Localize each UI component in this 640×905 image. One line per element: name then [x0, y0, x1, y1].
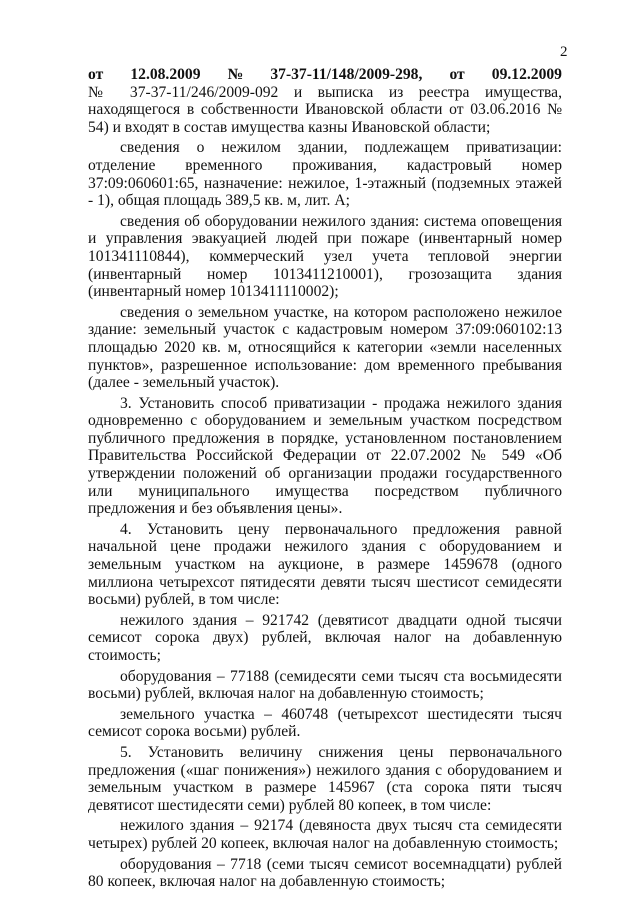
- reference-date-1: 12.08.2009: [130, 66, 201, 83]
- from-label-2: от: [449, 66, 465, 83]
- number-label: №: [227, 66, 244, 83]
- paragraph-building-info: сведения о нежилом здании, подлежащем приватизации: отделение временного проживания, кадастровый номер 37:09:060601:65, назначение: нежилое, 1-этажный (подземных этажей - 1), общая площадь 389,5 кв. м, лит. А;: [88, 139, 562, 210]
- paragraph-land-info: сведения о земельном участке, на котором расположено нежилое здание: земельный участок с кадастровым номером 37:09:060102:13 площадью 2020 кв. м, относящийся к категории «земли населенных пунктов», разрешенное использование: дом временного пребывания (далее - земельный участок).: [88, 303, 562, 392]
- paragraph-continuation: № 37-37-11/246/2009-092 и выписка из реестра имущества, находящегося в собственности Ивановской области от 03.06.2016 № 54) и входят в состав имущества казны Ивановской области;: [88, 83, 562, 136]
- reference-number-1: 37-37-11/148/2009-298,: [270, 66, 423, 83]
- paragraph-equipment-step: оборудования – 7718 (семи тысяч семисот восемнадцати) рублей 80 копеек, включая налог на добавленную стоимость;: [88, 855, 562, 891]
- reference-line: [88, 66, 562, 84]
- reference-date-2: 09.12.2009: [491, 66, 562, 83]
- from-label: от: [88, 66, 104, 83]
- paragraph-building-price: нежилого здания – 921742 (девятисот двадцати одной тысячи семисот сорока двух) рублей, включая налог на добавленную стоимость;: [88, 611, 562, 664]
- document-body: [88, 66, 562, 891]
- page-number: 2: [560, 44, 568, 60]
- paragraph-equipment-info: сведения об оборудовании нежилого здания: система оповещения и управления эвакуацией людей при пожаре (инвентарный номер 101341110844), коммерческий узел учета тепловой энергии (инвентарный номер 1013411210001), грозозащита здания (инвентарный номер 1013411110002);: [88, 212, 562, 301]
- paragraph-equipment-price: оборудования – 77188 (семидесяти семи тысяч ста восьмидесяти восьми) рублей, включая налог на добавленную стоимость;: [88, 667, 562, 703]
- paragraph-item-4: 4. Установить цену первоначального предложения равной начальной цене продажи нежилого здания с оборудованием и земельным участком на аукционе, в размере 1459678 (одного миллиона четырехсот пятидесяти девяти тысяч шестисот семидесяти восьми) рублей, в том числе:: [88, 520, 562, 609]
- paragraph-item-3: 3. Установить способ приватизации - продажа нежилого здания одновременно с оборудованием и земельным участком посредством публичного предложения в порядке, установленном постановлением Правительства Российской Федерации от 22.07.2002 № 549 «Об утверждении положений об организации продажи государственного или муниципального имущества посредством публичного предложения и без объявления цены».: [88, 394, 562, 518]
- paragraph-land-price: земельного участка – 460748 (четырехсот шестидесяти тысяч семисот сорока восьми) рублей.: [88, 705, 562, 741]
- paragraph-building-step: нежилого здания – 92174 (девяноста двух тысяч ста семидесяти четырех) рублей 20 копеек, включая налог на добавленную стоимость;: [88, 817, 562, 852]
- paragraph-item-5: 5. Установить величину снижения цены первоначального предложения («шаг понижения») нежилого здания с оборудованием и земельным участком в размере 145967 (ста сорока пяти тысяч девятисот шестидесяти семи) рублей 80 копеек, в том числе:: [88, 743, 562, 814]
